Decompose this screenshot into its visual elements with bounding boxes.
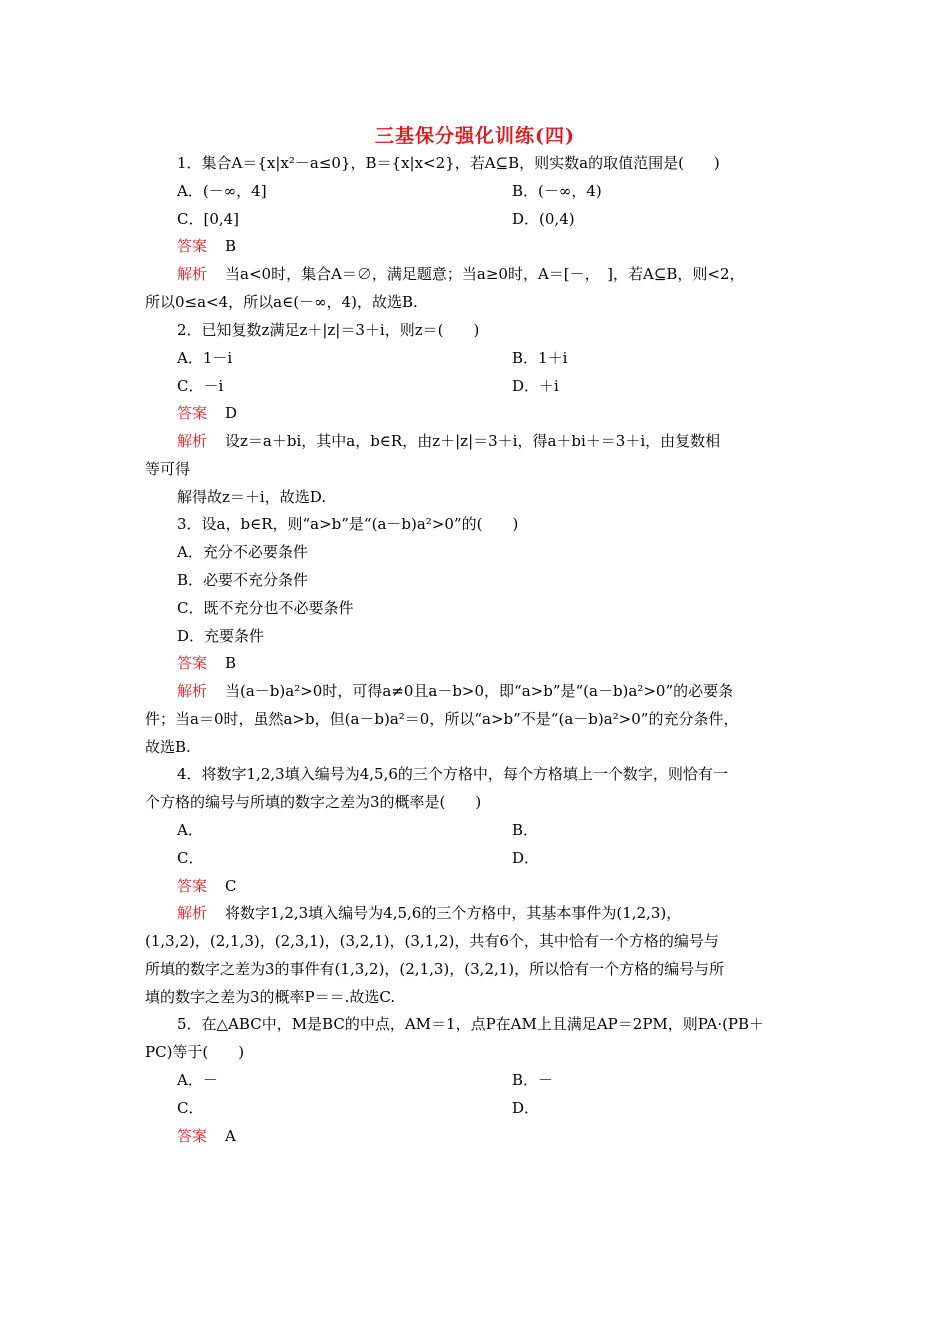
analysis-label: 解析 [177, 265, 208, 283]
text-line [177, 209, 239, 229]
line-text: A． [177, 821, 203, 839]
text-line [145, 292, 418, 312]
line-text: B．(－∞，4) [512, 182, 602, 200]
line-text: 将数字1,2,3填入编号为4,5,6的三个方格中，其基本事件为(1,2,3)， [225, 904, 682, 922]
text-line [512, 1098, 539, 1118]
text-line [512, 348, 567, 368]
line-text: 故选B. [145, 738, 191, 756]
text-line [145, 987, 395, 1007]
text-line [177, 598, 353, 618]
text-line [177, 514, 518, 534]
answer-line [177, 1126, 236, 1146]
text-line [177, 542, 308, 562]
line-text: 所以0≤a<4，所以a∈(－∞，4)，故选B. [145, 293, 418, 311]
line-text: D． [512, 849, 540, 867]
line-text: B [225, 654, 237, 672]
text-line [177, 487, 326, 507]
text-line [177, 626, 264, 646]
line-text: D． [512, 1099, 540, 1117]
analysis-line [177, 903, 681, 923]
line-text: C．既不充分也不必要条件 [177, 599, 354, 617]
line-text: 当(a－b)a²>0时，可得a≠0且a－b>0，即“a>b”是“(a－b)a²>0”的必要条 [225, 682, 734, 700]
text-line [177, 848, 203, 868]
analysis-line [177, 681, 733, 701]
line-text: 等可得 [145, 460, 191, 478]
answer-line [177, 403, 237, 423]
analysis-label: 解析 [177, 682, 208, 700]
line-text: C． [177, 1099, 204, 1117]
text-line [512, 181, 602, 201]
line-text: 件；当a＝0时，虽然a>b，但(a－b)a²＝0，所以“a>b”不是“(a－b)a²>0”的充分条件， [145, 710, 739, 728]
line-text: C．－i [177, 377, 224, 395]
analysis-line [177, 431, 720, 451]
text-line [177, 820, 203, 840]
answer-label: 答案 [177, 654, 208, 672]
line-text: C [225, 877, 237, 895]
text-line [177, 153, 720, 173]
text-line [145, 931, 719, 951]
analysis-line [177, 264, 745, 284]
text-line [512, 209, 575, 229]
text-line [177, 376, 223, 396]
text-line [145, 959, 724, 979]
line-text: 4．将数字1,2,3填入编号为4,5,6的三个方格中，每个方格填上一个数字，则恰有一 [177, 765, 728, 783]
line-text: A [225, 1127, 236, 1145]
line-text: D．＋i [512, 377, 559, 395]
line-text: B．必要不充分条件 [177, 571, 309, 589]
line-text: D [225, 404, 238, 422]
line-text: 当a<0时，集合A＝∅，满足题意；当a≥0时，A＝[－， ]，若A⊆B，则<2， [225, 265, 745, 283]
line-text: 5．在△ABC中，M是BC的中点，AM＝1，点P在AM上且满足AP＝2PM，则PA·(PB＋ [177, 1015, 765, 1033]
line-text: C． [177, 849, 204, 867]
line-text: C．[0,4] [177, 210, 240, 228]
text-line [512, 376, 559, 396]
line-text: D．充要条件 [177, 627, 265, 645]
answer-line [177, 236, 236, 256]
answer-line [177, 876, 237, 896]
text-line [177, 1098, 203, 1118]
text-line [145, 459, 190, 479]
page-title: 三基保分强化训练(四) [375, 125, 575, 147]
text-line [177, 320, 479, 340]
line-text: (1,3,2)，(2,1,3)，(2,3,1)，(3,2,1)，(3,1,2)，共有6个，其中恰有一个方格的编号与 [145, 932, 719, 950]
text-line [177, 1014, 764, 1034]
line-text: 所填的数字之差为3的事件有(1,3,2)，(2,1,3)，(3,2,1)，所以恰有一个方格的编号与所 [145, 960, 725, 978]
text-line [512, 1070, 553, 1090]
line-text: B [225, 237, 237, 255]
line-text: B．1＋i [512, 349, 568, 367]
text-line [145, 792, 481, 812]
text-line [177, 1070, 218, 1090]
answer-label: 答案 [177, 877, 208, 895]
line-text: 3．设a，b∈R，则“a>b”是“(a－b)a²>0”的( ) [177, 515, 519, 533]
answer-label: 答案 [177, 237, 208, 255]
line-text: 解得故z＝＋i，故选D. [177, 488, 326, 506]
line-text: D．(0,4) [512, 210, 575, 228]
line-text: PC)等于( ) [145, 1043, 245, 1061]
text-line [177, 181, 267, 201]
line-text: A．1－i [177, 349, 233, 367]
text-line [512, 848, 539, 868]
line-text: A．充分不必要条件 [177, 543, 308, 561]
answer-line [177, 653, 236, 673]
line-text: A．－ [177, 1071, 218, 1089]
answer-label: 答案 [177, 404, 208, 422]
text-line [177, 764, 728, 784]
analysis-label: 解析 [177, 432, 208, 450]
line-text: 1．集合A＝{x|x²－a≤0}，B＝{x|x<2}，若A⊆B，则实数a的取值范围是( ) [177, 154, 720, 172]
text-line [145, 737, 191, 757]
text-line [512, 820, 538, 840]
line-text: A．(－∞，4] [177, 182, 267, 200]
line-text: B．－ [512, 1071, 554, 1089]
analysis-label: 解析 [177, 904, 208, 922]
line-text: 填的数字之差为3的概率P＝＝.故选C. [145, 988, 396, 1006]
line-text: 设z＝a＋bi，其中a，b∈R，由z＋|z|＝3＋i，得a＋bi＋＝3＋i，由复数相 [225, 432, 721, 450]
text-line [145, 1042, 244, 1062]
text-line [177, 570, 308, 590]
text-line [177, 348, 232, 368]
line-text: 2．已知复数z满足z＋|z|＝3＋i，则z＝( ) [177, 321, 480, 339]
text-line [145, 709, 738, 729]
line-text: 个方格的编号与所填的数字之差为3的概率是( ) [145, 793, 482, 811]
answer-label: 答案 [177, 1127, 208, 1145]
line-text: B． [512, 821, 539, 839]
